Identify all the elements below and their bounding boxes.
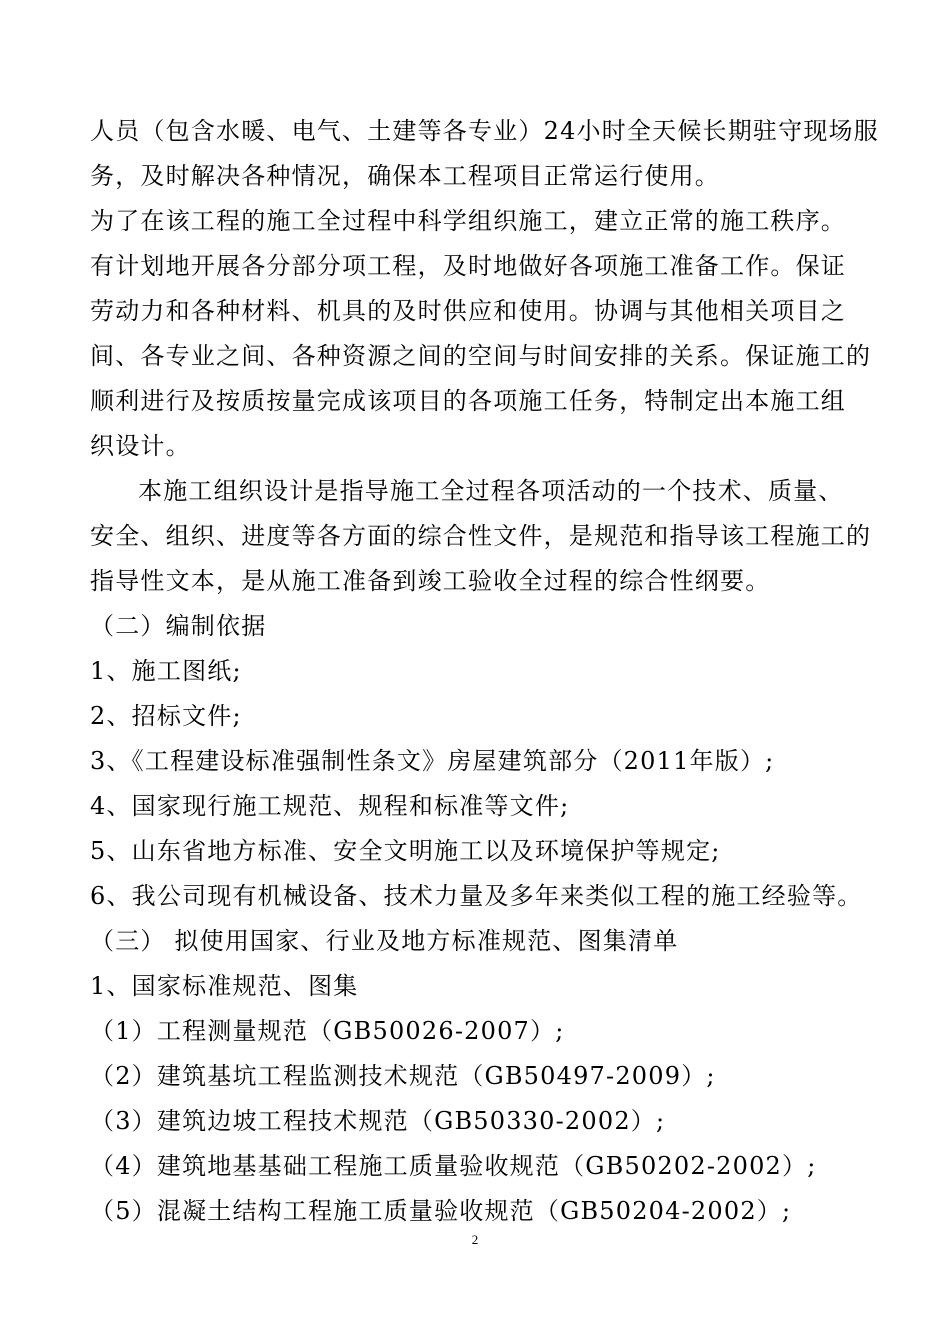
subsection-heading: 1、国家标准规范、图集 (90, 972, 359, 1000)
paragraph-line: 指导性文本，是从施工准备到竣工验收全过程的综合性纲要。 (90, 567, 771, 595)
list-item: （3）建筑边坡工程技术规范（GB50330-2002）; (90, 1107, 666, 1135)
list-item: （2）建筑基坑工程监测技术规范（GB50497-2009）; (90, 1062, 716, 1090)
paragraph-line: 安全、组织、进度等各方面的综合性文件，是规范和指导该工程施工的 (90, 522, 872, 550)
list-item: （1）工程测量规范（GB50026-2007）; (90, 1017, 565, 1045)
list-item: 6、我公司现有机械设备、技术力量及多年来类似工程的施工经验等。 (90, 882, 863, 910)
list-item: （4）建筑地基基础工程施工质量验收规范（GB50202-2002）; (90, 1152, 817, 1180)
paragraph-line: 织设计。 (90, 432, 191, 460)
list-item: 2、招标文件; (90, 702, 242, 730)
paragraph-line: 间、各专业之间、各种资源之间的空间与时间安排的关系。保证施工的 (90, 342, 872, 370)
paragraph-line: 本施工组织设计是指导施工全过程各项活动的一个技术、质量、 (138, 477, 844, 505)
list-item: 3、《工程建设标准强制性条文》房屋建筑部分（2011年版）; (90, 747, 775, 775)
list-item: 4、国家现行施工规范、规程和标准等文件; (90, 792, 570, 820)
list-item: 1、施工图纸; (90, 657, 242, 685)
paragraph-line: 有计划地开展各分部分项工程，及时地做好各项施工准备工作。保证 (90, 252, 846, 280)
paragraph-line: 为了在该工程的施工全过程中科学组织施工，建立正常的施工秩序。 (90, 207, 846, 235)
paragraph-line: 务，及时解决各种情况，确保本工程项目正常运行使用。 (90, 162, 720, 190)
page-number: 2 (471, 1232, 479, 1247)
paragraph-line: 顺利进行及按质按量完成该项目的各项施工任务，特制定出本施工组 (90, 387, 846, 415)
section-heading: （二）编制依据 (90, 612, 267, 640)
list-item: （5）混凝土结构工程施工质量验收规范（GB50204-2002）; (90, 1197, 792, 1225)
list-item: 5、山东省地方标准、安全文明施工以及环境保护等规定; (90, 837, 721, 865)
paragraph-line: 人员（包含水暖、电气、土建等各专业）24小时全天候长期驻守现场服 (90, 117, 879, 145)
section-heading: （三） 拟使用国家、行业及地方标准规范、图集清单 (90, 927, 679, 955)
paragraph-line: 劳动力和各种材料、机具的及时供应和使用。协调与其他相关项目之 (90, 297, 846, 325)
